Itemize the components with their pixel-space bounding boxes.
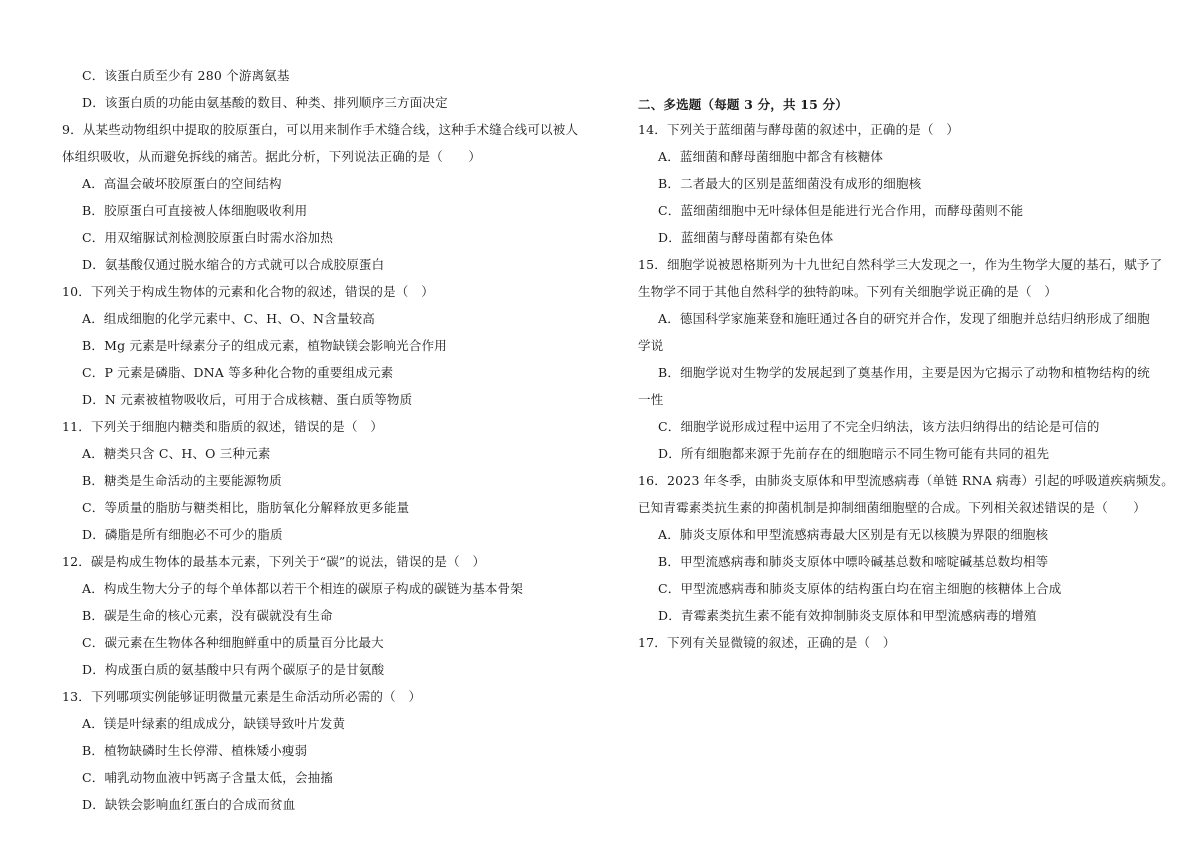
q13-option-c: C．哺乳动物血液中钙离子含量太低，会抽搐 (82, 770, 334, 785)
q16-stem-line2: 已知青霉素类抗生素的抑菌机制是抑制细菌细胞壁的合成。下列相关叙述错误的是（ ） (638, 500, 1147, 515)
q9-option-d: D．氨基酸仅通过脱水缩合的方式就可以合成胶原蛋白 (82, 257, 385, 272)
q13-option-b: B．植物缺磷时生长停滞、植株矮小瘦弱 (82, 743, 308, 758)
q11-option-d: D．磷脂是所有细胞必不可少的脂质 (82, 527, 283, 542)
q10-option-b: B．Mg 元素是叶绿素分子的组成元素，植物缺镁会影响光合作用 (82, 338, 447, 353)
q8-option-d: D．该蛋白质的功能由氨基酸的数目、种类、排列顺序三方面决定 (82, 95, 448, 110)
q15-option-b-line2: 一性 (638, 392, 664, 407)
section-heading-multiple-choice: 二、多选题（每题 3 分，共 15 分） (638, 97, 849, 112)
q14-option-d: D．蓝细菌与酵母菌都有染色体 (658, 230, 834, 245)
q10-stem: 10．下列关于构成生物体的元素和化合物的叙述，错误的是（ ） (62, 284, 434, 299)
q16-option-c: C．甲型流感病毒和肺炎支原体的结构蛋白均在宿主细胞的核糖体上合成 (658, 581, 1062, 596)
q14-stem: 14．下列关于蓝细菌与酵母菌的叙述中，正确的是（ ） (638, 122, 960, 137)
q14-option-c: C．蓝细菌细胞中无叶绿体但是能进行光合作用，而酵母菌则不能 (658, 203, 1024, 218)
q15-option-a-line2: 学说 (638, 338, 664, 353)
q10-option-c: C．P 元素是磷脂、DNA 等多种化合物的重要组成元素 (82, 365, 394, 380)
q17-stem: 17．下列有关显微镜的叙述，正确的是（ ） (638, 635, 896, 650)
q11-option-c: C．等质量的脂肪与糖类相比，脂肪氧化分解释放更多能量 (82, 500, 410, 515)
q11-stem: 11．下列关于细胞内糖类和脂质的叙述，错误的是（ ） (62, 419, 384, 434)
q8-option-c: C．该蛋白质至少有 280 个游离氨基 (82, 68, 290, 83)
q12-option-a: A．构成生物大分子的每个单体都以若干个相连的碳原子构成的碳链为基本骨架 (82, 581, 524, 596)
q16-stem-line1: 16．2023 年冬季，由肺炎支原体和甲型流感病毒（单链 RNA 病毒）引起的呼吸道疾病频发。 (638, 473, 1174, 488)
q15-option-d: D．所有细胞都来源于先前存在的细胞暗示不同生物可能有共同的祖先 (658, 446, 1050, 461)
q9-option-b: B．胶原蛋白可直接被人体细胞吸收利用 (82, 203, 308, 218)
q16-option-b: B．甲型流感病毒和肺炎支原体中嘌呤碱基总数和嘧啶碱基总数均相等 (658, 554, 1049, 569)
q13-stem: 13．下列哪项实例能够证明微量元素是生命活动所必需的（ ） (62, 689, 422, 704)
q9-stem-line2: 体组织吸收，从而避免拆线的痛苦。据此分析，下列说法正确的是（ ） (62, 149, 482, 164)
q12-option-c: C．碳元素在生物体各种细胞鲜重中的质量百分比最大 (82, 635, 384, 650)
q14-option-b: B．二者最大的区别是蓝细菌没有成形的细胞核 (658, 176, 922, 191)
q15-stem-line2: 生物学不同于其他自然科学的独特韵味。下列有关细胞学说正确的是（ ） (638, 284, 1058, 299)
q14-option-a: A．蓝细菌和酵母菌细胞中都含有核糖体 (658, 149, 884, 164)
q11-option-b: B．糖类是生命活动的主要能源物质 (82, 473, 282, 488)
q15-stem-line1: 15．细胞学说被恩格斯列为十九世纪自然科学三大发现之一，作为生物学大厦的基石，赋予了 (638, 257, 1163, 272)
q15-option-b-line1: B．细胞学说对生物学的发展起到了奠基作用，主要是因为它揭示了动物和植物结构的统 (658, 365, 1150, 380)
q9-option-c: C．用双缩脲试剂检测胶原蛋白时需水浴加热 (82, 230, 334, 245)
q10-option-a: A．组成细胞的化学元素中、C、H、O、N含量较高 (82, 311, 375, 326)
q12-stem: 12．碳是构成生物体的最基本元素，下列关于“碳”的说法，错误的是（ ） (62, 554, 486, 569)
q16-option-d: D．青霉素类抗生素不能有效抑制肺炎支原体和甲型流感病毒的增殖 (658, 608, 1037, 623)
q10-option-d: D．N 元素被植物吸收后，可用于合成核糖、蛋白质等物质 (82, 392, 413, 407)
q12-option-d: D．构成蛋白质的氨基酸中只有两个碳原子的是甘氨酸 (82, 662, 385, 677)
q13-option-a: A．镁是叶绿素的组成成分，缺镁导致叶片发黄 (82, 716, 346, 731)
q13-option-d: D．缺铁会影响血红蛋白的合成而贫血 (82, 797, 296, 812)
q16-option-a: A．肺炎支原体和甲型流感病毒最大区别是有无以核膜为界限的细胞核 (658, 527, 1049, 542)
q11-option-a: A．糖类只含 C、H、O 三种元素 (82, 446, 271, 461)
q9-option-a: A．高温会破坏胶原蛋白的空间结构 (82, 176, 282, 191)
q9-stem-line1: 9．从某些动物组织中提取的胶原蛋白，可以用来制作手术缝合线，这种手术缝合线可以被人 (62, 122, 579, 137)
q12-option-b: B．碳是生命的核心元素，没有碳就没有生命 (82, 608, 333, 623)
q15-option-c: C．细胞学说形成过程中运用了不完全归纳法，该方法归纳得出的结论是可信的 (658, 419, 1100, 434)
q15-option-a-line1: A．德国科学家施莱登和施旺通过各自的研究并合作，发现了细胞并总结归纳形成了细胞 (658, 311, 1150, 326)
